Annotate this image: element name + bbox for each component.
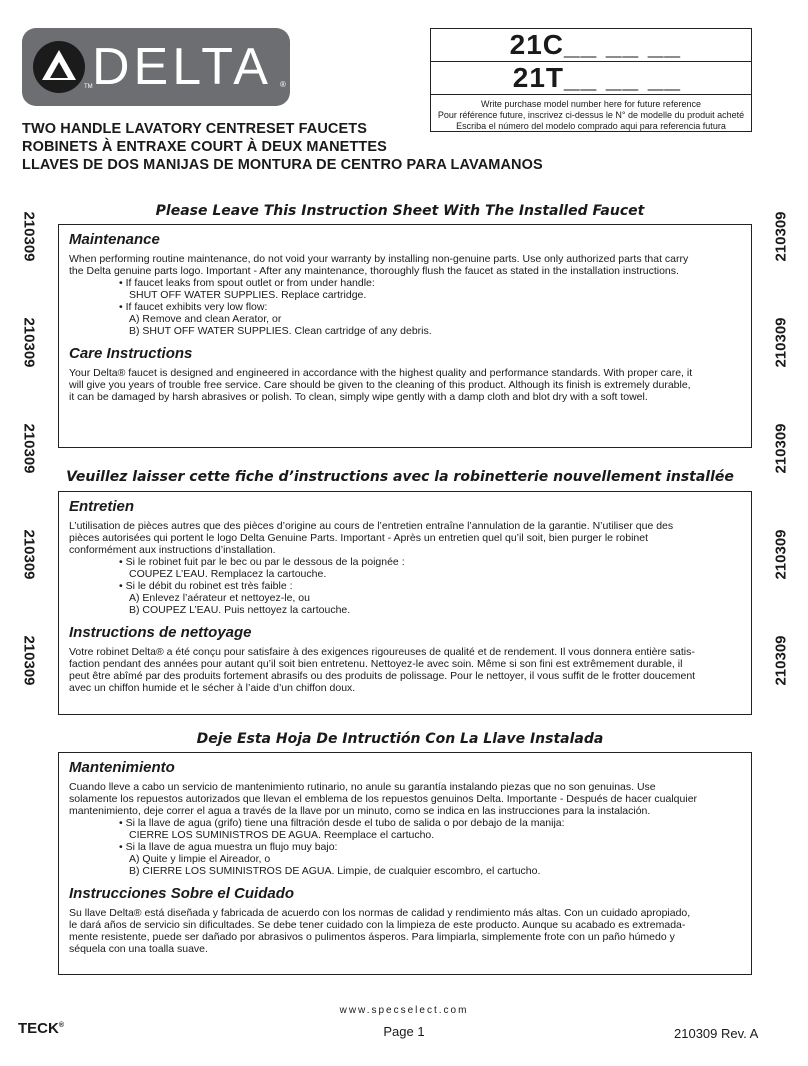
website-link[interactable]: www.specselect.com xyxy=(339,1005,469,1016)
model-line-1: 21C__ __ __ xyxy=(431,29,751,62)
care-line: Su llave Delta® está diseñada y fabricada de acuerdo con los normas de calidad y rendimiento más altas. Con un cuidado apropiado, xyxy=(69,907,691,919)
section-es xyxy=(58,752,752,975)
logo-tm: TM xyxy=(84,84,93,90)
side-code-left-2: 210309 xyxy=(20,317,38,368)
model-line-2: 21T__ __ __ xyxy=(431,62,751,95)
section-en xyxy=(58,224,752,448)
maintenance-title-es: Mantenimiento xyxy=(69,759,175,776)
page-number: Page 1 xyxy=(383,1024,425,1039)
side-code-right-4: 210309 xyxy=(772,529,790,580)
bullet: • Si la llave de agua muestra un flujo muy bajo: xyxy=(119,841,338,853)
teck-label xyxy=(18,1020,64,1037)
maintenance-title-fr: Entretien xyxy=(69,498,135,515)
side-code-left-3: 210309 xyxy=(20,423,38,474)
maint-line: solamente los repuestos autorizados que llevan el emblema de los repuestos genuinos Delta. Importante - Después de hacer cualquier xyxy=(69,793,698,805)
care-title-fr: Instructions de nettoyage xyxy=(69,624,252,641)
title-en: TWO HANDLE LAVATORY CENTRESET FAUCETS xyxy=(22,121,367,137)
care-title-es: Instrucciones Sobre el Cuidado xyxy=(69,885,295,902)
maint-line: conformément aux instructions d’installation. xyxy=(69,544,276,556)
title-es: LLAVES DE DOS MANIJAS DE MONTURA DE CENTRO PARA LAVAMANOS xyxy=(22,157,543,173)
bullet: • Si le robinet fuit par le bec ou par le dessous de la poignée : xyxy=(119,556,405,568)
care-line: peut être abîmé par des produits fortement abrasifs ou des produits de polissage. Pour le nettoyer, il vous suffit de le frotter doucement xyxy=(69,670,696,682)
care-line: séquela con una toalla suave. xyxy=(69,943,208,955)
delta-logo xyxy=(22,28,290,106)
model-number-box xyxy=(430,28,752,132)
care-line: Votre robinet Delta® a été conçu pour satisfaire à des exigences rigoureuses de qualité et de rendement. Il vous donnera entière satis- xyxy=(69,646,695,658)
care-line: avec un chiffon humide et le sécher à l’aide d’un chiffon doux. xyxy=(69,682,356,694)
model-note-es: Escriba el número del modelo comprado aqui para referencia futura xyxy=(456,121,726,131)
bullet-detail: SHUT OFF WATER SUPPLIES. Replace cartridge. xyxy=(129,289,367,301)
logo-reg: ® xyxy=(280,80,286,89)
section-fr xyxy=(58,491,752,715)
side-code-left-1: 210309 xyxy=(20,211,38,262)
heading-es: Deje Esta Hoja De Intructión Con La Llave Instalada xyxy=(196,731,604,747)
bullet-detail: A) Quite y limpie el Aireador, o xyxy=(129,853,271,865)
side-code-right-3: 210309 xyxy=(772,423,790,474)
side-code-right-1: 210309 xyxy=(772,211,790,262)
maintenance-title-en: Maintenance xyxy=(69,231,160,248)
maint-line: When performing routine maintenance, do not void your warranty by installing non-genuine parts. Use only authorized parts that carry xyxy=(69,253,689,265)
maint-line: Cuando lleve a cabo un servicio de mantenimiento rutinario, no anule su garantía instalando piezas que no son genuinas. Use xyxy=(69,781,656,793)
bullet: • Si le débit du robinet est très faible : xyxy=(119,580,293,592)
bullet: • Si la llave de agua (grifo) tiene una filtración desde el tubo de salida o por debajo de la manija: xyxy=(119,817,565,829)
care-line: Your Delta® faucet is designed and engineered in accordance with the highest quality and performance standards. With proper care, it xyxy=(69,367,693,379)
bullet-detail: B) CIERRE LOS SUMINISTROS DE AGUA. Limpie, de cualquier escombro, el cartucho. xyxy=(129,865,541,877)
model-note-fr: Pour référence future, inscrivez ci-dessus le N° de modelle du produit acheté xyxy=(437,110,745,120)
care-line: it can be damaged by harsh abrasives or polish. To clean, simply wipe gently with a damp cloth and blot dry with a soft towel. xyxy=(69,391,648,403)
teck-text: TECK xyxy=(18,1020,59,1037)
product-titles xyxy=(22,120,543,174)
revision-label: 210309 Rev. A xyxy=(674,1026,759,1041)
maint-line: the Delta genuine parts logo. Important - After any maintenance, thoroughly flush the faucet as stated in the installation instructions. xyxy=(69,265,679,277)
care-title-en: Care Instructions xyxy=(69,345,193,362)
bullet-detail: A) Remove and clean Aerator, or xyxy=(129,313,282,325)
bullet-detail: COUPEZ L’EAU. Remplacez la cartouche. xyxy=(129,568,327,580)
logo-wordmark: DELTA xyxy=(92,38,272,96)
heading-en: Please Leave This Instruction Sheet With The Installed Faucet xyxy=(155,203,645,219)
maint-line: L’utilisation de pièces autres que des pièces d’origine au cours de l’entretien entraîne l’annulation de la garantie. N’utiliser que des xyxy=(69,520,674,532)
heading-fr: Veuillez laisser cette fiche d’instructions avec la robinetterie nouvellement installée xyxy=(66,469,734,485)
delta-triangle-icon xyxy=(30,38,88,96)
bullet: • If faucet exhibits very low flow: xyxy=(119,301,268,313)
side-code-left-4: 210309 xyxy=(20,529,38,580)
care-line: le dará años de servicio sin dificultades. Se debe tener cuidado con la limpieza de este producto. Aunque su acabado es extremada- xyxy=(69,919,686,931)
side-code-right-2: 210309 xyxy=(772,317,790,368)
side-code-left-5: 210309 xyxy=(20,635,38,686)
bullet: • If faucet leaks from spout outlet or from under handle: xyxy=(119,277,375,289)
teck-tm: ® xyxy=(58,1022,65,1029)
bullet-detail: A) Enlevez l’aérateur et nettoyez-le, ou xyxy=(129,592,310,604)
maint-line: mantenimiento, deje correr el agua a través de la llave por un minuto, como se indica en las instrucciones para la instalación. xyxy=(69,805,651,817)
care-line: will give you years of trouble free service. Care should be given to the cleaning of this product. Although its finish is extremely durable, xyxy=(69,379,691,391)
side-code-right-5: 210309 xyxy=(772,635,790,686)
bullet-detail: B) COUPEZ L’EAU. Puis nettoyez la cartouche. xyxy=(129,604,351,616)
model-note-en: Write purchase model number here for future reference xyxy=(481,99,701,109)
maint-line: pièces autorisées qui portent le logo Delta Genuine Parts. Important - Après un entretien quel qu’il soit, bien purger le robinet xyxy=(69,532,649,544)
bullet-detail: B) SHUT OFF WATER SUPPLIES. Clean cartridge of any debris. xyxy=(129,325,432,337)
care-line: mente resistente, puede ser dañado por abrasivos o pulimentos ásperos. Para limpiarla, simplemente frote con un paño húmedo y xyxy=(69,931,675,943)
care-line: faction pendant des années pour autant qu’il soit bien entretenu. Nettoyez-le avec soin. Même si son fini est extrêmement durable, il xyxy=(69,658,683,670)
title-fr: ROBINETS À ENTRAXE COURT À DEUX MANETTES xyxy=(22,139,387,155)
bullet-detail: CIERRE LOS SUMINISTROS DE AGUA. Reemplace el cartucho. xyxy=(129,829,435,841)
